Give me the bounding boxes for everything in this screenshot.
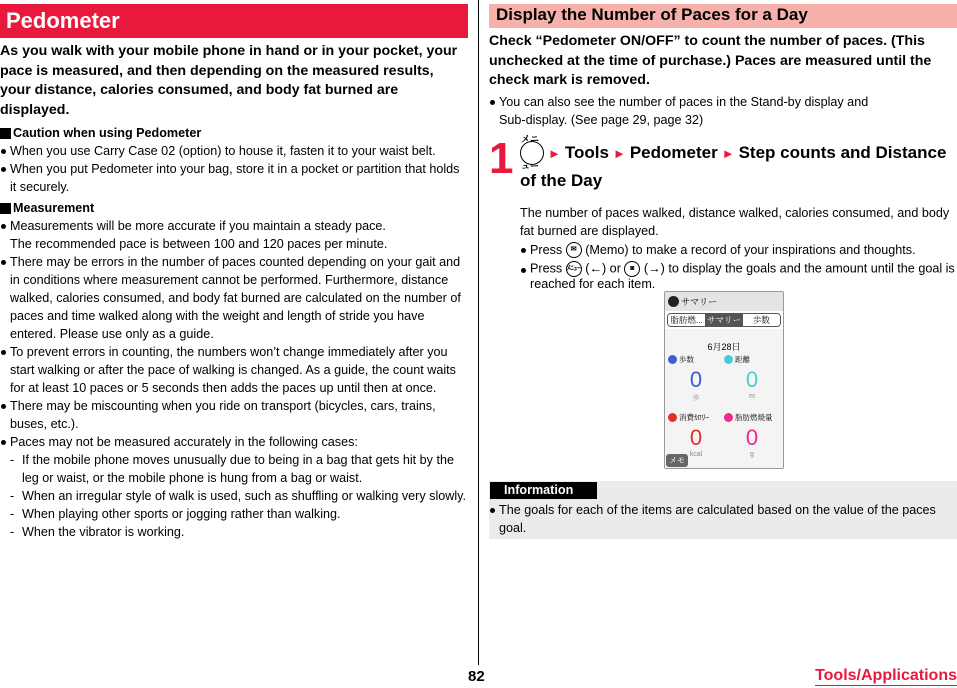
phone-body	[665, 329, 783, 468]
metric-distance: 距離 0 m	[724, 353, 780, 411]
tab-fat-burn[interactable]: 脂肪燃...	[668, 314, 705, 326]
tab-steps[interactable]: 歩数	[743, 314, 780, 326]
arrow-icon: ►	[612, 145, 626, 161]
information-tag: Information	[490, 482, 597, 499]
metric-fat-burned: 脂肪燃焼量 0 g	[724, 411, 780, 469]
tab-summary[interactable]: サマリー	[706, 315, 741, 325]
measurement-bullet: To prevent errors in counting, the numbers won’t change immediately after you start walking or after the pace of walking is changed. As a guide, the count waits for at least 10 paces or 5 seconds then adds the paces up until then at once.	[0, 343, 468, 397]
bullet-icon	[1, 404, 6, 409]
arrow-icon: ►	[548, 145, 561, 161]
section-intro: Check “Pedometer ON/OFF” to count the number of paces. (This unchecked at the time of purchase.) Paces are measured until the check mark is removed.	[489, 33, 932, 88]
date-label: 6月28日	[707, 342, 741, 352]
caution-bullet: When you use Carry Case 02 (option) to house it, fasten it to your waist belt.	[0, 142, 468, 160]
information-box	[489, 481, 957, 539]
page-number: 82	[468, 668, 485, 685]
mail-key-icon: ✉	[566, 242, 582, 258]
right-column	[489, 4, 957, 292]
measurement-bullet: Paces may not be measured accurately in the following cases:	[0, 433, 468, 451]
menu-key-icon: メニュー	[520, 141, 544, 165]
case-item: - When an irregular style of walk is used, such as shuffling or walking very slowly.	[10, 489, 467, 503]
measurement-bullet: There may be errors in the number of paces counted depending on your gait and in conditions where measurement cannot be performed. Furthermore, distance walked, calories consumed, and body fat burned are calculated on the number of paces and time walked along with the weight and length of stride you have entered. Please use only as a guide.	[0, 253, 468, 343]
menu-icon	[668, 296, 679, 307]
left-column	[0, 4, 468, 541]
metric-steps: 歩数 0 歩	[668, 353, 724, 411]
bullet-icon	[1, 149, 6, 154]
arrow-icon: ►	[721, 145, 735, 161]
case-item: - When playing other sports or jogging rather than walking.	[10, 507, 341, 521]
measurement-heading: Measurement	[0, 199, 468, 217]
bullet-icon	[1, 260, 6, 265]
step-1	[489, 133, 957, 292]
intro-text: As you walk with your mobile phone in hand or in your pocket, your pace is measured, and then depending on the measured results, your distance, calories consumed, and body fat burned are displayed.	[0, 43, 458, 118]
bullet-icon	[521, 248, 526, 253]
bullet-icon	[1, 350, 6, 355]
steps-icon	[668, 355, 677, 364]
section-title: Display the Number of Paces for a Day	[489, 4, 957, 28]
step-title: メニュー► Tools ► Pedometer ► Step counts and Distance of the Day	[520, 134, 947, 190]
intro-bullet: You can also see the number of paces in the Stand-by display and Sub-display. (See page 29, page 32)	[489, 93, 957, 129]
step-bullet: Press ﾒﾆｭｰ (←) or ◙ (→) to display the goals and the amount until the goal is reached for each item.	[520, 261, 957, 292]
step-number: 1	[489, 133, 514, 183]
step-bullet: Press ✉ (Memo) to make a record of your inspirations and thoughts.	[520, 241, 957, 259]
section-link[interactable]: Tools/Applications	[815, 667, 957, 684]
calories-icon	[668, 413, 677, 422]
distance-icon	[724, 355, 733, 364]
bullet-icon	[490, 508, 495, 513]
information-bullet: The goals for each of the items are calculated based on the value of the paces goal.	[489, 501, 957, 537]
caution-bullet: When you put Pedometer into your bag, store it in a pocket or partition that holds it securely.	[0, 160, 468, 196]
bullet-icon	[490, 100, 495, 105]
bullet-icon	[1, 224, 6, 229]
menu-key-icon: ﾒﾆｭｰ	[566, 261, 582, 277]
caution-heading: Caution when using Pedometer	[0, 124, 468, 142]
phone-header: サマリー	[665, 292, 783, 311]
square-icon	[0, 128, 11, 139]
measurement-bullet: There may be miscounting when you ride on transport (bicycles, cars, trains, buses, etc.).	[0, 397, 468, 433]
metric-calories: 消費ｶﾛﾘｰ 0 kcal	[668, 411, 724, 469]
bullet-icon	[1, 167, 6, 172]
page-title: Pedometer	[0, 4, 468, 38]
case-item: - When the vibrator is working.	[10, 525, 185, 539]
square-icon	[0, 203, 11, 214]
column-divider	[478, 0, 479, 665]
fat-burn-icon	[724, 413, 733, 422]
metrics-grid	[665, 353, 783, 469]
phone-screen	[664, 291, 784, 469]
step-description: The number of paces walked, distance walked, calories consumed, and body fat burned are displayed.	[520, 205, 950, 238]
camera-key-icon: ◙	[624, 261, 640, 277]
bullet-icon	[1, 440, 6, 445]
memo-softkey[interactable]: メモ	[666, 454, 688, 467]
measurement-bullet: Measurements will be more accurate if you maintain a steady pace. The recommended pace is between 100 and 120 paces per minute.	[0, 217, 468, 253]
bullet-icon	[521, 268, 526, 273]
phone-tabs	[667, 313, 781, 327]
case-item: - If the mobile phone moves unusually due to being in a bag that gets hit by the leg or waist, or the mobile phone is hung from a bag or waist.	[10, 453, 454, 485]
